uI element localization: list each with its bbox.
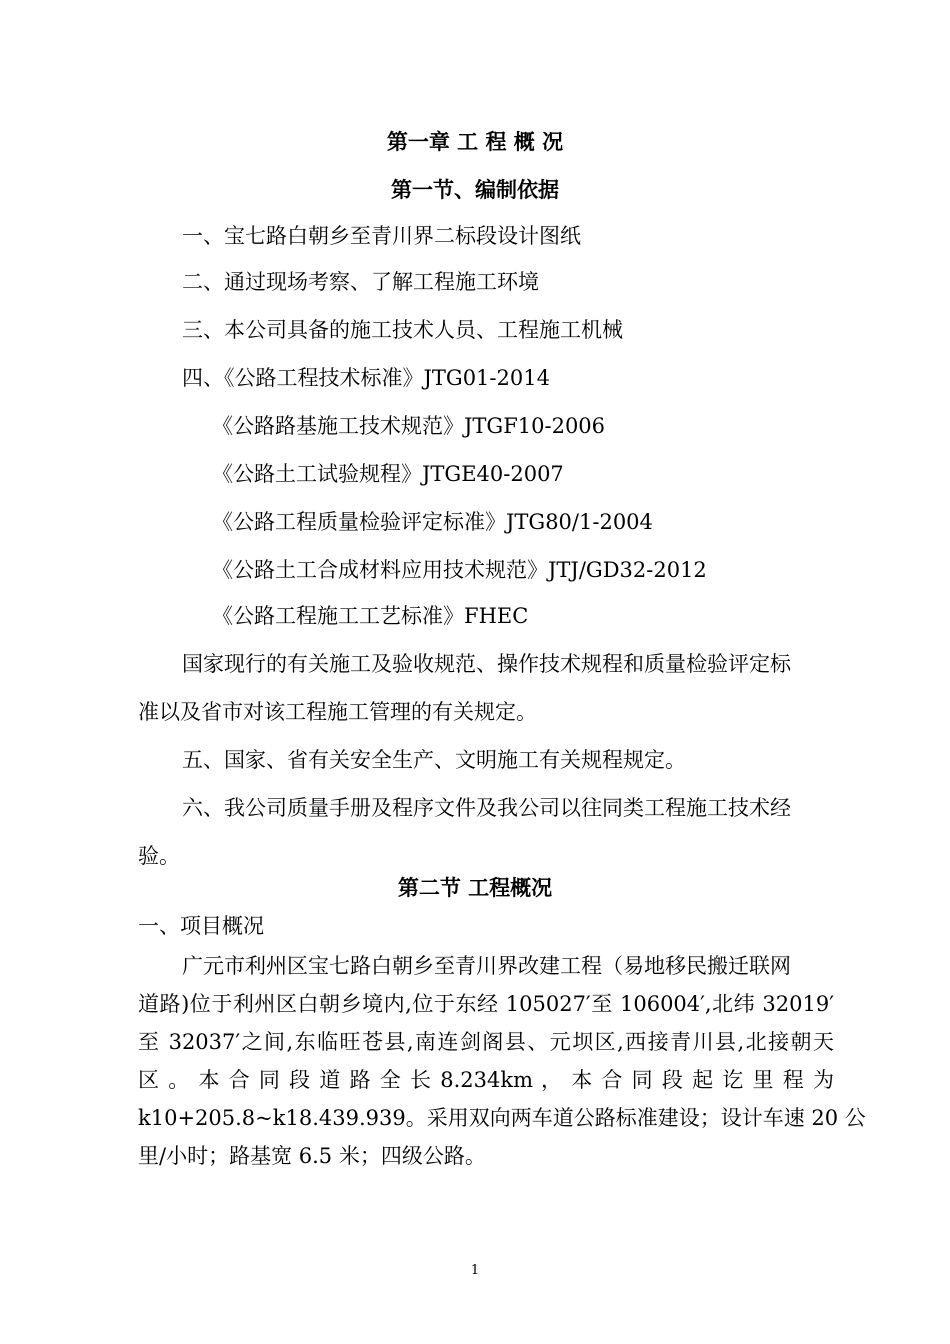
- basis-item-2: 二、通过现场考察、了解工程施工环境: [182, 270, 539, 294]
- project-paragraph-line-1: 广元市利州区宝七路白朝乡至青川界改建工程（易地移民搬迁联网: [182, 954, 791, 978]
- project-paragraph-line-4: 区 。 本 合 同 段 道 路 全 长 8.234km ， 本 合 同 段 起 讫 里 程 为: [138, 1068, 834, 1092]
- national-standards-line-2: 准以及省市对该工程施工管理的有关规定。: [138, 700, 537, 724]
- basis-item-3: 三、本公司具备的施工技术人员、工程施工机械: [182, 318, 623, 342]
- basis-item-1: 一、宝七路白朝乡至青川界二标段设计图纸: [182, 224, 581, 248]
- basis-item-4: 四、《公路工程技术标准》JTG01-2014: [182, 366, 550, 390]
- page-number: 1: [470, 1263, 480, 1278]
- national-standards-line-1: 国家现行的有关施工及验收规范、操作技术规程和质量检验评定标: [182, 652, 791, 676]
- chapter-title: 第一章 工 程 概 况: [386, 129, 564, 154]
- basis-item-6-line-1: 六、我公司质量手册及程序文件及我公司以往同类工程施工技术经: [182, 796, 791, 820]
- project-paragraph-line-5: k10+205.8~k18.439.939。采用双向两车道公路标准建设；设计车速 20 公: [138, 1106, 866, 1130]
- standard-item-2: 《公路土工试验规程》JTGE40-2007: [212, 462, 564, 486]
- project-paragraph-line-2: 道路)位于利州区白朝乡境内,位于东经 105027′至 106004′,北纬 32019′: [138, 992, 834, 1016]
- project-overview-subheading: 一、项目概况: [138, 914, 264, 938]
- standard-item-3: 《公路工程质量检验评定标准》JTG80/1-2004: [212, 510, 653, 534]
- basis-item-6-line-2: 验。: [138, 844, 180, 868]
- section1-title: 第一节、编制依据: [391, 177, 559, 202]
- section2-title: 第二节 工程概况: [397, 875, 553, 900]
- standard-item-1: 《公路路基施工技术规范》JTGF10-2006: [212, 414, 606, 438]
- basis-item-5: 五、国家、省有关安全生产、文明施工有关规程规定。: [182, 748, 686, 772]
- standard-item-5: 《公路工程施工工艺标准》FHEC: [212, 604, 529, 628]
- standard-item-4: 《公路土工合成材料应用技术规范》JTJ/GD32-2012: [212, 558, 707, 582]
- project-paragraph-line-6: 里/小时；路基宽 6.5 米；四级公路。: [138, 1144, 486, 1168]
- project-paragraph-line-3: 至 32037′之间,东临旺苍县,南连剑阁县、元坝区,西接青川县,北接朝天: [138, 1030, 834, 1054]
